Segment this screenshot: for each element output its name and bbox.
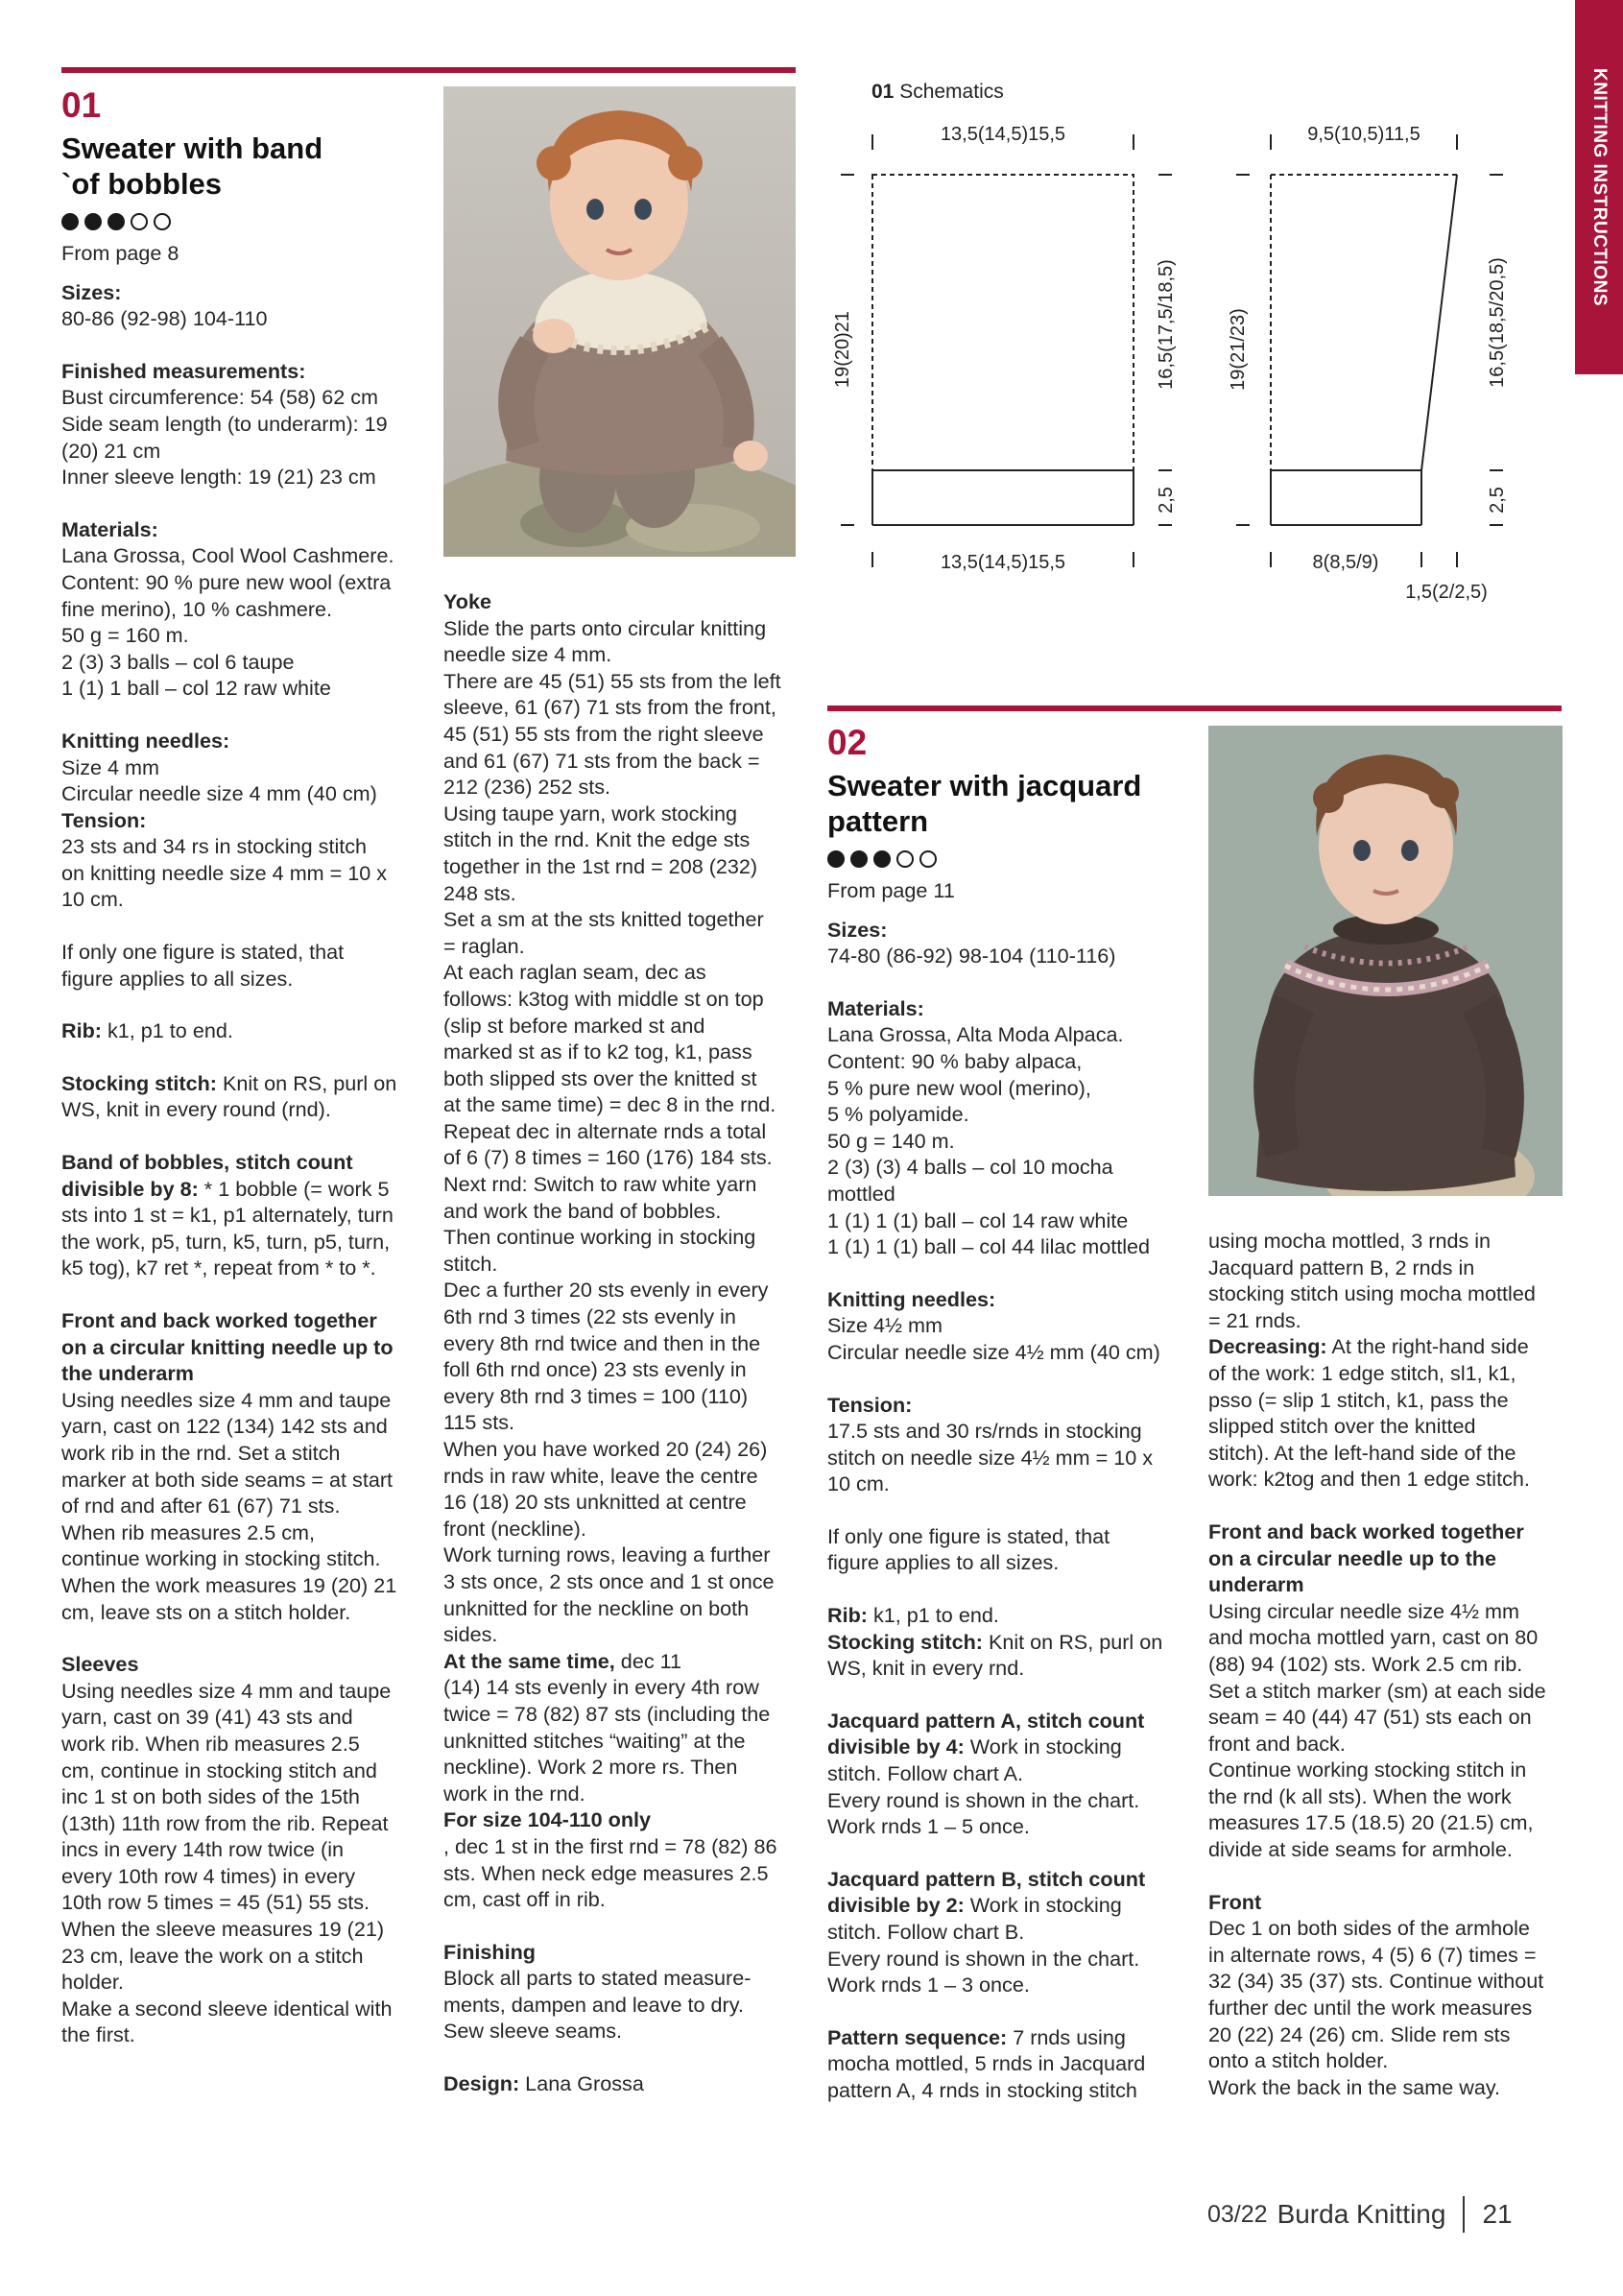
difficulty-dot-filled [850,850,868,868]
project1-photo [443,86,796,557]
project1-tension-heading: Tension: [61,807,147,832]
same-time-heading: At the same time, [443,1648,615,1673]
section-tab [1575,0,1623,374]
schematics-title: Schematics [894,81,1004,103]
project2-title: Sweater with jacquard pattern [827,769,1142,838]
page-footer [1207,2196,1513,2233]
difficulty-dot-filled [827,850,845,868]
decreasing-heading: Decreasing: [1208,1334,1327,1359]
difficulty-dot-filled [873,850,891,868]
stocking-text: Knit on RS, purl on WS, knit in every rnd. [827,1629,1163,1681]
sleeve-width-bottom: 8(8,5/9) [1312,552,1379,573]
project2-photo [1208,726,1563,1196]
rib-heading: Rib: [827,1603,868,1628]
body-outline-dashed [872,175,1134,525]
difficulty-dot-empty [919,850,937,868]
footer-page-number: 21 [1482,2199,1513,2229]
project2-one-figure-note: If only one figure is stated, that figure applies to all sizes. [827,1523,1110,1575]
stocking-heading: Stocking stitch: [61,1070,217,1095]
project2-front-back: Using circular needle size 4½ mm and mocha mottled yarn, cast on 80 (88) 94 (102) sts. Work 2.5 cm rib. Set a stitch marker (sm) at each side seam = 40 (44) 47 (51) sts each on front and back. Continue working stocking stitch in the rnd (k all sts). When the work measures 17.5 (18.5) 20 (21.5) cm, divide at side seams for armhole. [1208,1598,1546,1862]
sleeve-length-right: 16,5(18,5/20,5) [1487,257,1508,388]
project1-number: 01 [61,85,102,125]
project2-rib [827,1602,1192,1629]
rib-text: k1, p1 to end. [867,1603,999,1628]
project2-decreasing [1208,1333,1573,1493]
project2-tension-heading: Tension: [827,1392,913,1417]
jacquard-a-text: Work in stocking stitch. Follow chart A. Every round is shown in the chart. Work rnds 1 – 5 once. [827,1734,1140,1839]
jacquard-a-heading: Jacquard pattern A, stitch count divisible by 4: [827,1708,1145,1759]
project2-jacquard-b [827,1866,1192,1998]
project2-materials-heading: Materials: [827,995,924,1020]
project1-column1 [61,84,421,2048]
difficulty-dot-empty [896,850,914,868]
schematics-diagram [827,106,1518,614]
project2-sizes-heading: Sizes: [827,917,888,942]
project1-sizes: 80-86 (92-98) 104-110 [61,306,268,331]
project2-front-back-heading: Front and back worked together on a circular needle up to the underarm [1208,1519,1524,1597]
bobbles-text: * 1 bobble (= work 5 sts into 1 st = k1, p1 alternately, turn the work, p5, turn, k5, turn, p5, turn, k5 tog), k7 ret *, repeat from * to *. [61,1176,394,1280]
project1-yoke: Slide the parts onto circular knitting needle size 4 mm. There are 45 (51) 55 sts from the left sleeve, 61 (67) 71 sts from the front, 45 (51) 55 sts from the right sleeve and 61 (67) 71 sts from the back = 212 (236) 252 sts. Using taupe yarn, work stocking stitch in the rnd. Knit the edge sts together in the 1st rnd = 208 (232) 248 sts. Set a sm at the sts knitted together = raglan. At each raglan seam, dec as follows: k3tog with middle st on top (slip st before marked st and marked st as if to k2 tog, k1, pass both slipped sts over the knitted st at the same time) = dec 8 in the rnd. Repeat dec in alternate rnds a total of 6 (7) 8 times = 160 (176) 184 sts. Next rnd: Switch to raw white yarn and work the band of bobbles. Then continue working in stocking stitch. Dec a further 20 sts evenly in every 6th rnd 3 times (22 sts evenly in every 8th rnd twice and then in the foll 6th rnd once) 23 sts evenly in every 8th rnd 3 times = 100 (110) 115 sts. When you have worked 20 (24) 26) rnds in raw white, leave the centre 16 (18) 20 sts unknitted at centre front (neckline). Work turning rows, leaving a further 3 sts once, 2 sts once and 1 st once unknitted for the neckline on both sides. [443,615,781,1647]
project2-sequence [827,2024,1192,2104]
schematics-number: 01 [871,81,895,103]
project2-from-page: From page 11 [827,878,955,902]
project2-needles: Size 4½ mm Circular needle size 4½ mm (40 cm) [827,1313,1160,1364]
difficulty-dot-filled [107,213,125,230]
decreasing-text: At the right-hand side of the work: 1 edge stitch, sl1, k1, psso (= slip 1 stitch, k1, pass the slipped stitch over the knitted stitch). At the left-hand side of the work: k2tog and then 1 edge stitch. [1208,1334,1530,1492]
project1-sizes-heading: Sizes: [61,279,122,304]
project1-front: Using needles size 4 mm and taupe yarn, cast on 122 (134) 142 sts and work rib in the rnd. Set a stitch marker at both side seams = at start of rnd and after 61 (67) 71 sts. When rib measures 2.5 cm, continue working in stocking stitch. When the work measures 19 (20) 21 cm, leave sts on a stitch holder. [61,1387,397,1624]
project1-needles: Size 4 mm Circular needle size 4 mm (40 cm) [61,754,377,806]
sleeve-taper-line [1421,175,1457,470]
project1-tension: 23 sts and 34 rs in stocking stitch on knitting needle size 4 mm = 10 x 10 cm. [61,834,388,912]
sleeve-width-top: 9,5(10,5)11,5 [1307,124,1420,145]
body-width-top: 13,5(14,5)15,5 [940,124,1066,145]
project1-size104-heading: For size 104-110 only [443,1807,652,1832]
project1-sleeves: Using needles size 4 mm and taupe yarn, cast on 39 (41) 43 sts and work rib. When rib measures 2.5 cm, continue in stocking stitch and inc 1 st on both sides of the 15th (13th) 11th row from the rib. Repeat incs in every 14th row twice (in every 10th row 4 times) in every 10th row 5 times = 45 (51) 55 sts. When the sleeve measures 19 (21) 23 cm, leave the work on a stitch holder. Make a second sleeve identical with the first. [61,1678,393,2047]
body-length-left: 19(20)21 [832,310,853,389]
project1-rib [61,1017,421,1044]
stocking-heading: Stocking stitch: [827,1629,983,1654]
jacquard-b-heading: Jacquard pattern B, stitch count divisible by 2: [827,1866,1146,1918]
project1-difficulty-rating [61,213,421,230]
project1-materials: Lana Grossa, Cool Wool Cashmere. Content: 90 % pure new wool (extra fine merino), 10 % cashmere. 50 g = 160 m. 2 (3) 3 balls – col 6 taupe 1 (1) 1 ball – col 12 raw white [61,543,394,701]
project2-front: Dec 1 on both sides of the armhole in alternate rows, 4 (5) 6 (7) times = 32 (34) 35 (37) sts. Continue without further dec until the work measures 20 (22) 24 (26) cm. Slide rem sts onto a stitch holder. Work the back in the same way. [1208,1916,1544,2099]
project2-column2 [1208,1228,1573,2100]
bobbles-heading: Band of bobbles, stitch count divisible by 8: [61,1150,353,1201]
project1-finished-heading: Finished measurements: [61,358,306,383]
footer-brand: Burda Knitting [1277,2199,1446,2229]
project1-finishing: Block all parts to stated measure- ments, dampen and leave to dry. Sew sleeve seams. [443,1966,752,2044]
project1-design [443,2070,803,2097]
top-rule-left [61,67,796,73]
project1-materials-heading: Materials: [61,516,158,541]
project1-size104: , dec 1 st in the first rnd = 78 (82) 86 sts. When neck edge measures 2.5 cm, cast off in rib. [443,1833,777,1912]
sleeve-length-left: 19(21/23) [1228,308,1249,391]
footer-issue: 03/22 [1207,2200,1268,2228]
difficulty-dot-empty [131,213,148,230]
project2-needles-heading: Knitting needles: [827,1286,996,1311]
project2-materials: Lana Grossa, Alta Moda Alpaca. Content: 90 % baby alpaca, 5 % pure new wool (merino), 5 % polyamide. 50 g = 140 m. 2 (3) (3) 4 balls – col 10 mocha mottled 1 (1) 1 (1) ball – col 14 raw white 1 (1) 1 (1) ball – col 44 lilac mottled [827,1022,1151,1259]
difficulty-dot-empty [154,213,171,230]
project1-yoke-same-time [443,1648,803,1807]
body-length-right: 16,5(17,5/18,5) [1156,259,1177,390]
project1-finished: Bust circumference: 54 (58) 62 cm Side seam length (to underarm): 19 (20) 21 cm Inner sleeve length: 19 (21) 23 cm [61,385,388,490]
project1-title: Sweater with band `of bobbles [61,132,323,201]
schematics-label [871,81,1004,104]
project1-stocking [61,1070,421,1123]
project1-bobbles [61,1149,421,1281]
project2-difficulty-rating [827,850,1192,868]
baby-jacquard-sweater-image [1208,726,1563,1196]
project1-sleeves-heading: Sleeves [61,1652,139,1677]
same-time-text: dec 11 (14) 14 sts evenly in every 4th row twice = 78 (82) 87 sts (including the unknitted stitches “waiting” at the neckline). Work 2 more rs. Then work in the rnd. [443,1648,771,1806]
project1-yoke-heading: Yoke [443,589,492,613]
section-tab-label: KNITTING INSTRUCTIONS [1589,68,1610,306]
design-text: Lana Grossa [519,2071,644,2096]
project2-tension: 17.5 sts and 30 rs/rnds in stocking stitch on needle size 4½ mm = 10 x 10 cm. [827,1419,1154,1496]
project1-finishing-heading: Finishing [443,1939,536,1964]
project1-one-figure-note: If only one figure is stated, that figure applies to all sizes. [61,940,345,991]
rib-text: k1, p1 to end. [101,1018,233,1043]
baby-bobble-sweater-image [443,86,796,557]
sequence-text: 7 rnds using mocha mottled, 5 rnds in Jacquard pattern A, 4 rnds in stocking stitch [827,2024,1146,2102]
top-rule-mid [827,706,1562,711]
project2-stocking [827,1629,1192,1682]
project2-jacquard-a [827,1708,1192,1840]
rib-heading: Rib: [61,1018,102,1043]
sequence-heading: Pattern sequence: [827,2024,1008,2049]
project2-front-heading: Front [1208,1889,1262,1914]
design-heading: Design: [443,2071,520,2096]
sleeve-increase: 1,5(2/2,5) [1405,582,1488,603]
project2-sequence-cont: using mocha mottled, 3 rnds in Jacquard pattern B, 2 rnds in stocking stitch using mocha mottled = 21 rnds. [1208,1229,1536,1332]
project1-needles-heading: Knitting needles: [61,728,230,753]
stocking-text: Knit on RS, purl on WS, knit in every round (rnd). [61,1070,397,1122]
project2-column1 [827,722,1192,2104]
difficulty-dot-filled [84,213,102,230]
body-rib-height: 2,5 [1156,487,1177,514]
sleeve-rib-height: 2,5 [1487,487,1508,514]
body-width-bottom: 13,5(14,5)15,5 [940,552,1066,573]
jacquard-b-text: Work in stocking stitch. Follow chart B. Every round is shown in the chart. Work rnds 1 – 3 once. [827,1893,1140,1997]
project1-from-page: From page 8 [61,241,179,265]
project1-front-heading: Front and back worked together on a circular knitting needle up to the underarm [61,1308,394,1386]
project2-sizes: 74-80 (86-92) 98-104 (110-116) [827,944,1116,969]
project2-number: 02 [827,723,868,762]
difficulty-dot-filled [61,213,79,230]
footer-divider [1463,2196,1465,2233]
project1-column2 [443,588,803,2097]
